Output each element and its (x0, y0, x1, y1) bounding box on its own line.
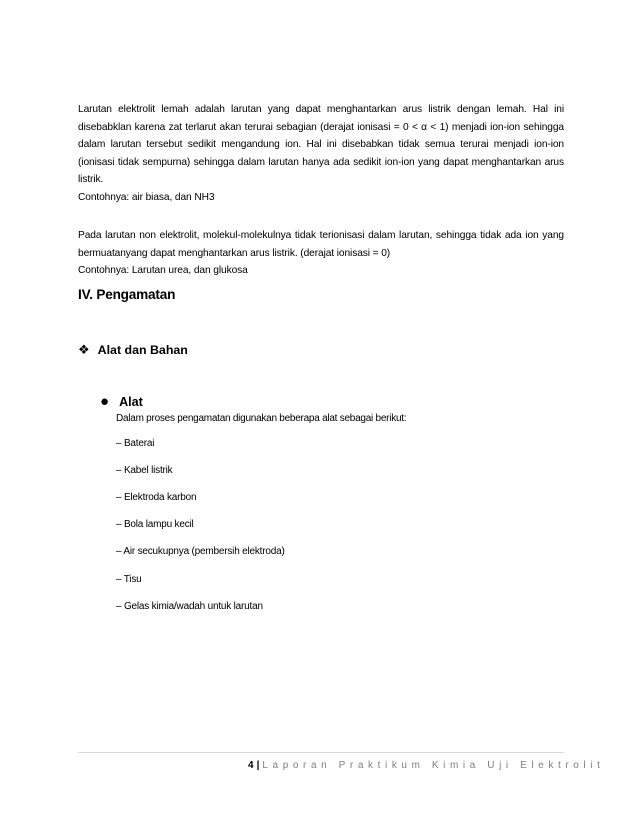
tools-description: Dalam proses pengamatan digunakan beberapa alat sebagai berikut: (116, 413, 407, 424)
bullet-title: Alat (119, 394, 143, 409)
footer-title: Laporan Praktikum Kimia Uji Elektrolit (262, 760, 605, 771)
footer-divider (78, 752, 564, 753)
round-bullet-icon: ● (100, 393, 110, 410)
example-text: Contohnya: Larutan urea, dan glukosa (78, 265, 248, 277)
list-item: – Tisu (116, 574, 142, 585)
footer-separator: | (256, 760, 260, 771)
page-number: 4 (248, 760, 254, 771)
paragraph-non-electrolyte (78, 227, 564, 280)
paragraph-weak-electrolyte (78, 101, 564, 207)
subsection-title: Alat dan Bahan (97, 343, 188, 357)
paragraph-text: Pada larutan non elektrolit, molekul-molekulnya tidak terionisasi dalam larutan, sehingga tidak ada ion yang bermuatanyang dapat menghantarkan arus listrik. (derajat ionisasi = 0) (78, 230, 564, 259)
list-item: – Air secukupnya (pembersih elektroda) (116, 546, 285, 557)
list-item: – Bola lampu kecil (116, 519, 194, 530)
example-text: Contohnya: air biasa, dan NH3 (78, 191, 215, 203)
subsection-heading (78, 342, 188, 358)
list-item: – Kabel listrik (116, 465, 173, 476)
list-item: – Elektroda karbon (116, 492, 197, 503)
paragraph-text: Larutan elektrolit lemah adalah larutan yang dapat menghantarkan arus listrik dengan lemah. Hal ini disebabklan karena zat terlarut akan terurai sebagian (derajat ionisasi = 0 < α < 1) menjadi ion-ion sehingga dalam larutan tersebut sedikit mengandung ion. Hal ini disebabkan tidak semua terurai menjadi ion-ion (ionisasi tidak sempurna) sehingga dalam larutan hanya ada sedikit ion-ion yang dapat menghantarkan arus listrik. (78, 104, 564, 186)
bullet-heading (100, 394, 143, 409)
list-item: – Baterai (116, 438, 155, 449)
list-item: – Gelas kimia/wadah untuk larutan (116, 601, 263, 612)
diamond-bullet-icon: ❖ (78, 342, 90, 357)
page-footer (248, 760, 604, 771)
section-heading: IV. Pengamatan (78, 287, 176, 302)
